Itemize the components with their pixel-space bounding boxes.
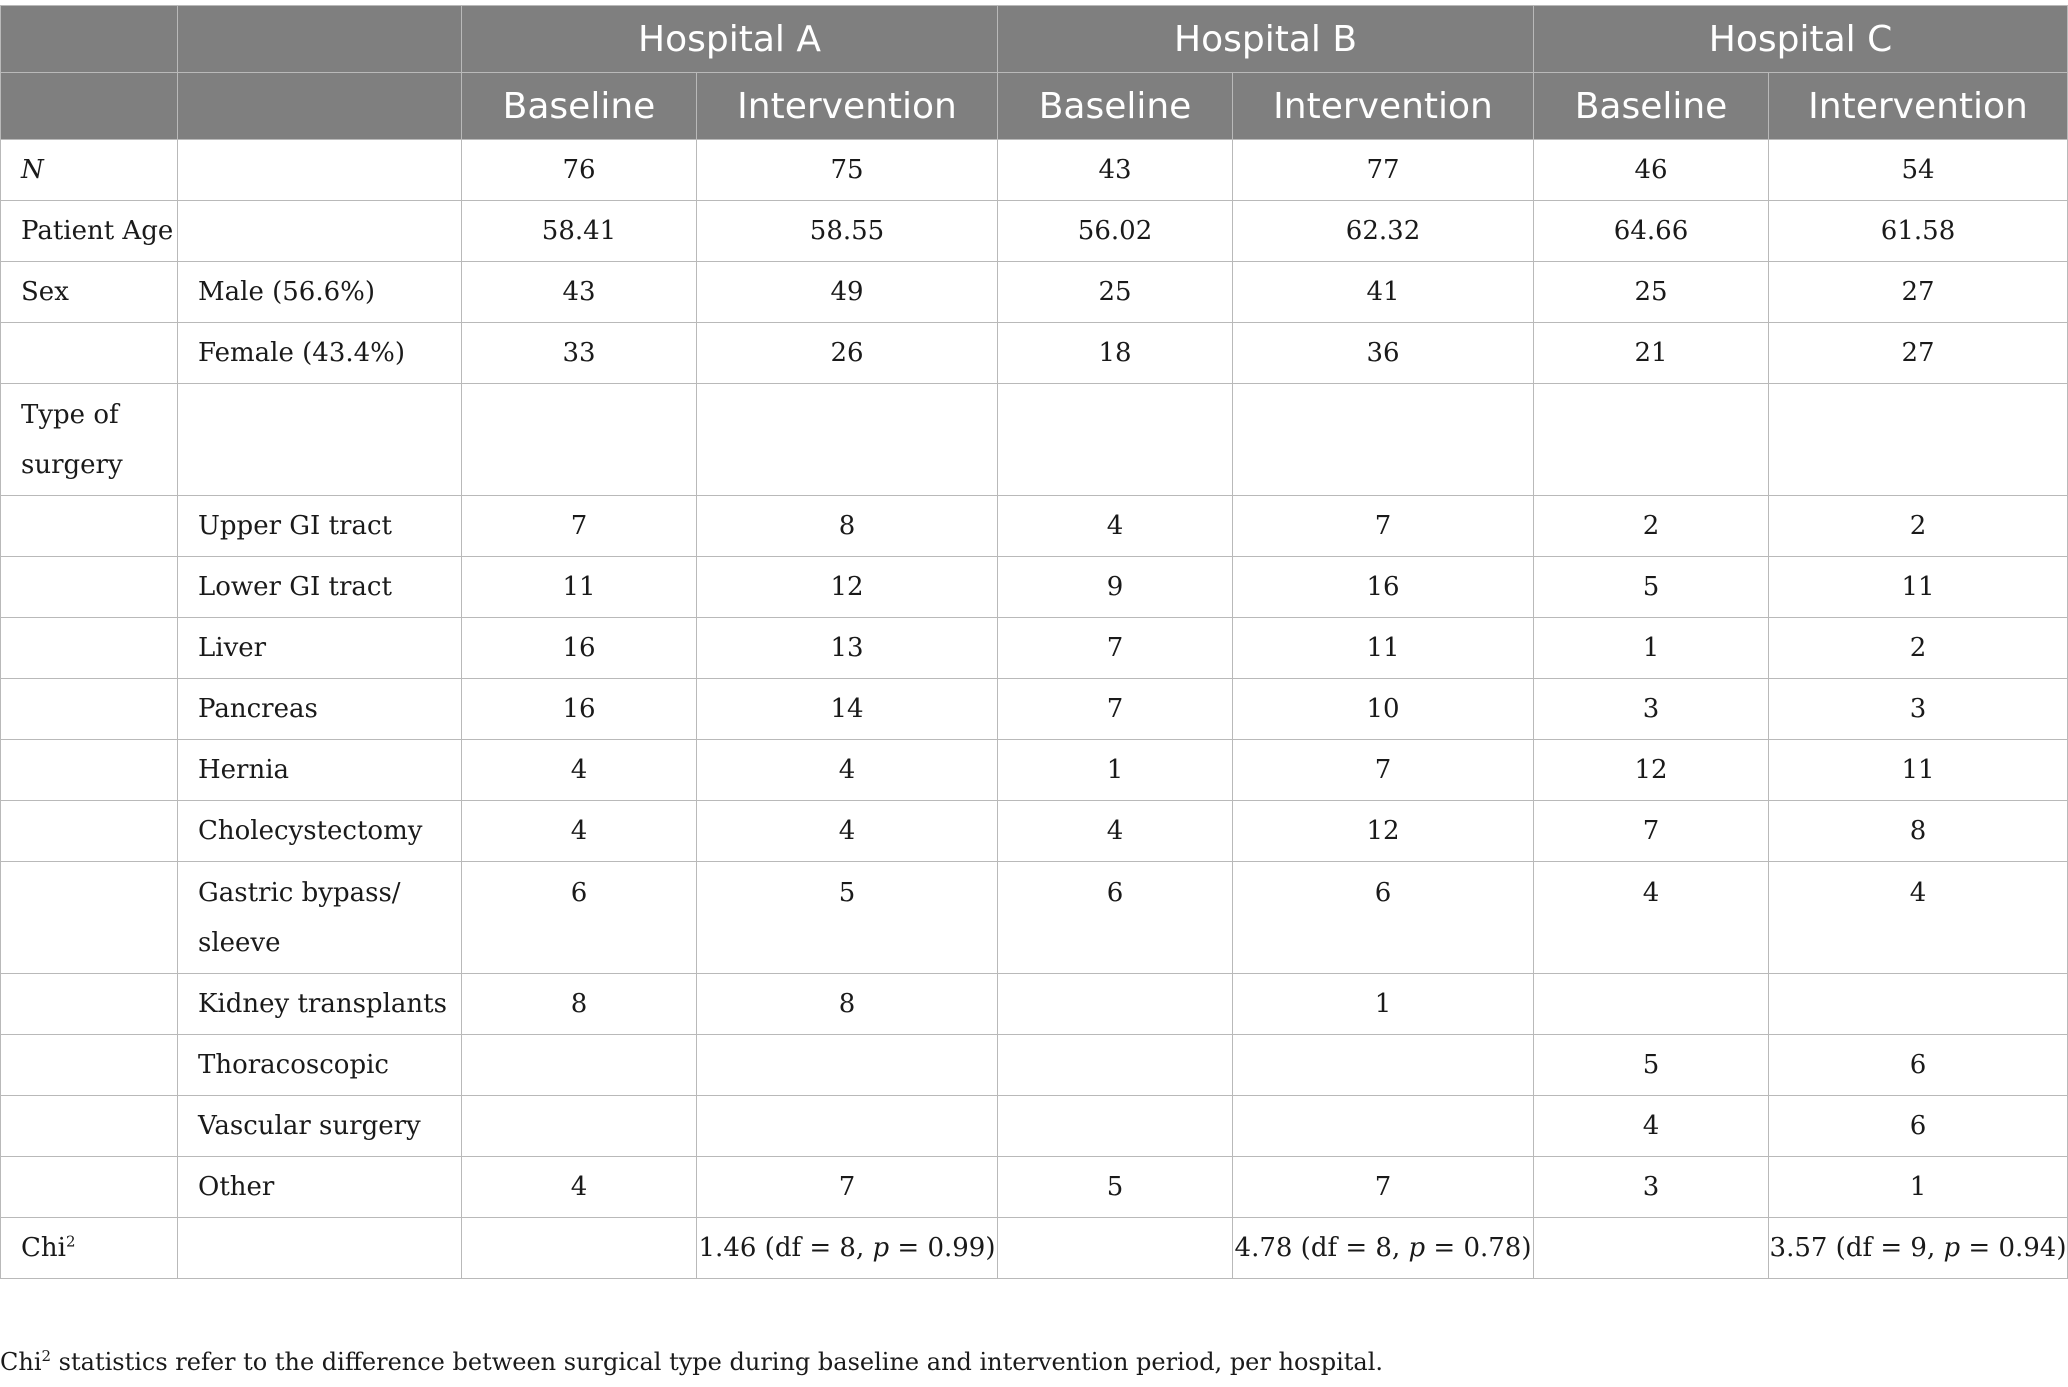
cell: 58.41 bbox=[462, 201, 697, 262]
cell: 58.55 bbox=[697, 201, 998, 262]
row-label: Sex bbox=[1, 262, 178, 323]
cell: 7 bbox=[1233, 496, 1534, 557]
row-male bbox=[1, 262, 2068, 323]
cell: 11 bbox=[462, 557, 697, 618]
cell: 4 bbox=[1769, 862, 2068, 974]
header-hospital-b: Hospital B bbox=[998, 6, 1534, 73]
footnote-superscript: 2 bbox=[41, 1347, 52, 1365]
cell: 7 bbox=[998, 679, 1233, 740]
cell: 16 bbox=[462, 679, 697, 740]
cell bbox=[998, 1096, 1233, 1157]
cell bbox=[462, 384, 697, 496]
cell: 4 bbox=[998, 801, 1233, 862]
row-thoracoscopic bbox=[1, 1035, 2068, 1096]
cell: 11 bbox=[1769, 740, 2068, 801]
row-sublabel bbox=[178, 384, 462, 496]
row-liver bbox=[1, 618, 2068, 679]
row-label-line-1: Type of bbox=[21, 400, 119, 430]
cell bbox=[998, 1218, 1233, 1279]
row-hernia bbox=[1, 740, 2068, 801]
cell bbox=[1534, 1218, 1769, 1279]
cell bbox=[697, 1035, 998, 1096]
chi-superscript: 2 bbox=[65, 1232, 76, 1251]
cell: 76 bbox=[462, 140, 697, 201]
cell: 36 bbox=[1233, 323, 1534, 384]
cell: 7 bbox=[1233, 740, 1534, 801]
row-chi2 bbox=[1, 1218, 2068, 1279]
header-c-intervention: Intervention bbox=[1769, 73, 2068, 140]
header-a-intervention: Intervention bbox=[697, 73, 998, 140]
row-label bbox=[1, 679, 178, 740]
row-label bbox=[1, 557, 178, 618]
row-n bbox=[1, 140, 2068, 201]
cell: 3 bbox=[1534, 679, 1769, 740]
p-value: = 0.94) bbox=[1960, 1233, 2067, 1263]
row-sublabel bbox=[178, 201, 462, 262]
cell: 8 bbox=[697, 974, 998, 1035]
row-label bbox=[1, 740, 178, 801]
cell: 2 bbox=[1769, 618, 2068, 679]
cell: 5 bbox=[1534, 557, 1769, 618]
header-row-hospitals bbox=[1, 6, 2068, 73]
cell bbox=[1534, 974, 1769, 1035]
row-lower-gi bbox=[1, 557, 2068, 618]
header-c-baseline: Baseline bbox=[1534, 73, 1769, 140]
cell bbox=[1534, 384, 1769, 496]
cell: 6 bbox=[1233, 862, 1534, 974]
row-label bbox=[1, 323, 178, 384]
row-label bbox=[1, 1218, 178, 1279]
row-pancreas bbox=[1, 679, 2068, 740]
row-label bbox=[1, 974, 178, 1035]
cell bbox=[998, 974, 1233, 1035]
cell: 8 bbox=[462, 974, 697, 1035]
row-sublabel: Liver bbox=[178, 618, 462, 679]
chi-stat: 1.46 (df = 8, bbox=[698, 1233, 873, 1263]
cell: 7 bbox=[998, 618, 1233, 679]
cell: 18 bbox=[998, 323, 1233, 384]
chi-stat: 3.57 (df = 9, bbox=[1769, 1233, 1944, 1263]
cell: 41 bbox=[1233, 262, 1534, 323]
cell: 62.32 bbox=[1233, 201, 1534, 262]
cell: 7 bbox=[1534, 801, 1769, 862]
cell: 2 bbox=[1769, 496, 2068, 557]
row-sublabel bbox=[178, 140, 462, 201]
cell: 1 bbox=[998, 740, 1233, 801]
cell bbox=[462, 1035, 697, 1096]
footnote-chi: Chi bbox=[0, 1348, 42, 1376]
cell bbox=[998, 384, 1233, 496]
row-sublabel: Pancreas bbox=[178, 679, 462, 740]
cell bbox=[1233, 1035, 1534, 1096]
cell: 5 bbox=[697, 862, 998, 974]
demographics-table bbox=[0, 5, 2068, 1279]
cell: 1 bbox=[1233, 974, 1534, 1035]
row-sublabel: Other bbox=[178, 1157, 462, 1218]
cell: 2 bbox=[1534, 496, 1769, 557]
row-sublabel: Cholecystectomy bbox=[178, 801, 462, 862]
p-value: = 0.78) bbox=[1425, 1233, 1532, 1263]
cell: 21 bbox=[1534, 323, 1769, 384]
chi-stat: 4.78 (df = 8, bbox=[1234, 1233, 1409, 1263]
row-sublabel-line-2: sleeve bbox=[198, 928, 281, 958]
footnote-text: statistics refer to the difference between surgical type during baseline and intervention period, per hospital. bbox=[51, 1348, 1383, 1376]
cell: 26 bbox=[697, 323, 998, 384]
row-vascular-surgery bbox=[1, 1096, 2068, 1157]
table-footnote bbox=[0, 1348, 2068, 1376]
row-label bbox=[1, 1035, 178, 1096]
cell: 16 bbox=[462, 618, 697, 679]
row-sublabel: Vascular surgery bbox=[178, 1096, 462, 1157]
cell: 49 bbox=[697, 262, 998, 323]
cell: 33 bbox=[462, 323, 697, 384]
cell: 5 bbox=[998, 1157, 1233, 1218]
cell: 8 bbox=[1769, 801, 2068, 862]
cell: 4 bbox=[697, 740, 998, 801]
cell: 75 bbox=[697, 140, 998, 201]
cell bbox=[697, 1096, 998, 1157]
cell: 56.02 bbox=[998, 201, 1233, 262]
cell: 11 bbox=[1233, 618, 1534, 679]
row-type-of-surgery bbox=[1, 384, 2068, 496]
row-label bbox=[1, 384, 178, 496]
chi-hospital-a bbox=[697, 1218, 998, 1279]
row-sublabel-line-1: Gastric bypass/ bbox=[198, 878, 401, 908]
row-label: N bbox=[1, 140, 178, 201]
cell: 27 bbox=[1769, 262, 2068, 323]
cell: 4 bbox=[1534, 862, 1769, 974]
row-sublabel: Kidney transplants bbox=[178, 974, 462, 1035]
header-b-intervention: Intervention bbox=[1233, 73, 1534, 140]
cell: 54 bbox=[1769, 140, 2068, 201]
chi-hospital-b bbox=[1233, 1218, 1534, 1279]
row-label bbox=[1, 862, 178, 974]
cell: 4 bbox=[998, 496, 1233, 557]
cell: 64.66 bbox=[1534, 201, 1769, 262]
cell: 4 bbox=[462, 801, 697, 862]
header-b-baseline: Baseline bbox=[998, 73, 1233, 140]
row-sublabel: Thoracoscopic bbox=[178, 1035, 462, 1096]
row-other bbox=[1, 1157, 2068, 1218]
row-female bbox=[1, 323, 2068, 384]
row-sublabel: Lower GI tract bbox=[178, 557, 462, 618]
cell: 6 bbox=[1769, 1096, 2068, 1157]
row-label-line-2: surgery bbox=[21, 450, 123, 480]
header-hospital-c: Hospital C bbox=[1534, 6, 2068, 73]
row-gastric-bypass bbox=[1, 862, 2068, 974]
header-blank bbox=[1, 6, 178, 73]
row-sublabel: Female (43.4%) bbox=[178, 323, 462, 384]
cell bbox=[462, 1218, 697, 1279]
row-cholecystectomy bbox=[1, 801, 2068, 862]
cell: 61.58 bbox=[1769, 201, 2068, 262]
header-row-periods bbox=[1, 73, 2068, 140]
cell: 12 bbox=[1534, 740, 1769, 801]
cell: 16 bbox=[1233, 557, 1534, 618]
cell: 46 bbox=[1534, 140, 1769, 201]
chi-label: Chi bbox=[21, 1233, 66, 1263]
cell: 25 bbox=[1534, 262, 1769, 323]
cell: 43 bbox=[462, 262, 697, 323]
row-label bbox=[1, 618, 178, 679]
cell: 4 bbox=[1534, 1096, 1769, 1157]
cell: 4 bbox=[462, 740, 697, 801]
cell: 3 bbox=[1534, 1157, 1769, 1218]
row-sublabel: Male (56.6%) bbox=[178, 262, 462, 323]
cell: 5 bbox=[1534, 1035, 1769, 1096]
cell: 12 bbox=[697, 557, 998, 618]
row-label: Patient Age bbox=[1, 201, 178, 262]
cell bbox=[1233, 1096, 1534, 1157]
cell: 8 bbox=[697, 496, 998, 557]
cell: 3 bbox=[1769, 679, 2068, 740]
header-blank bbox=[1, 73, 178, 140]
row-label bbox=[1, 801, 178, 862]
header-blank bbox=[178, 6, 462, 73]
cell: 11 bbox=[1769, 557, 2068, 618]
cell: 1 bbox=[1534, 618, 1769, 679]
row-label bbox=[1, 1157, 178, 1218]
cell: 6 bbox=[998, 862, 1233, 974]
row-sublabel bbox=[178, 1218, 462, 1279]
cell: 12 bbox=[1233, 801, 1534, 862]
cell: 27 bbox=[1769, 323, 2068, 384]
cell: 10 bbox=[1233, 679, 1534, 740]
cell bbox=[697, 384, 998, 496]
cell: 6 bbox=[462, 862, 697, 974]
cell: 4 bbox=[462, 1157, 697, 1218]
cell: 77 bbox=[1233, 140, 1534, 201]
cell: 4 bbox=[697, 801, 998, 862]
cell bbox=[1769, 384, 2068, 496]
header-blank bbox=[178, 73, 462, 140]
p-symbol: p bbox=[1408, 1233, 1426, 1263]
row-sublabel: Hernia bbox=[178, 740, 462, 801]
cell: 7 bbox=[1233, 1157, 1534, 1218]
cell bbox=[1233, 384, 1534, 496]
p-value: = 0.99) bbox=[889, 1233, 996, 1263]
header-hospital-a: Hospital A bbox=[462, 6, 998, 73]
cell bbox=[998, 1035, 1233, 1096]
cell: 9 bbox=[998, 557, 1233, 618]
row-sublabel bbox=[178, 862, 462, 974]
row-label bbox=[1, 496, 178, 557]
cell: 1 bbox=[1769, 1157, 2068, 1218]
row-upper-gi bbox=[1, 496, 2068, 557]
row-kidney-transplants bbox=[1, 974, 2068, 1035]
p-symbol: p bbox=[1943, 1233, 1961, 1263]
row-sublabel: Upper GI tract bbox=[178, 496, 462, 557]
header-a-baseline: Baseline bbox=[462, 73, 697, 140]
cell: 14 bbox=[697, 679, 998, 740]
cell: 13 bbox=[697, 618, 998, 679]
cell bbox=[462, 1096, 697, 1157]
chi-hospital-c bbox=[1769, 1218, 2068, 1279]
cell: 25 bbox=[998, 262, 1233, 323]
p-symbol: p bbox=[872, 1233, 890, 1263]
cell bbox=[1769, 974, 2068, 1035]
row-age bbox=[1, 201, 2068, 262]
row-label bbox=[1, 1096, 178, 1157]
cell: 7 bbox=[462, 496, 697, 557]
cell: 7 bbox=[697, 1157, 998, 1218]
cell: 6 bbox=[1769, 1035, 2068, 1096]
cell: 43 bbox=[998, 140, 1233, 201]
